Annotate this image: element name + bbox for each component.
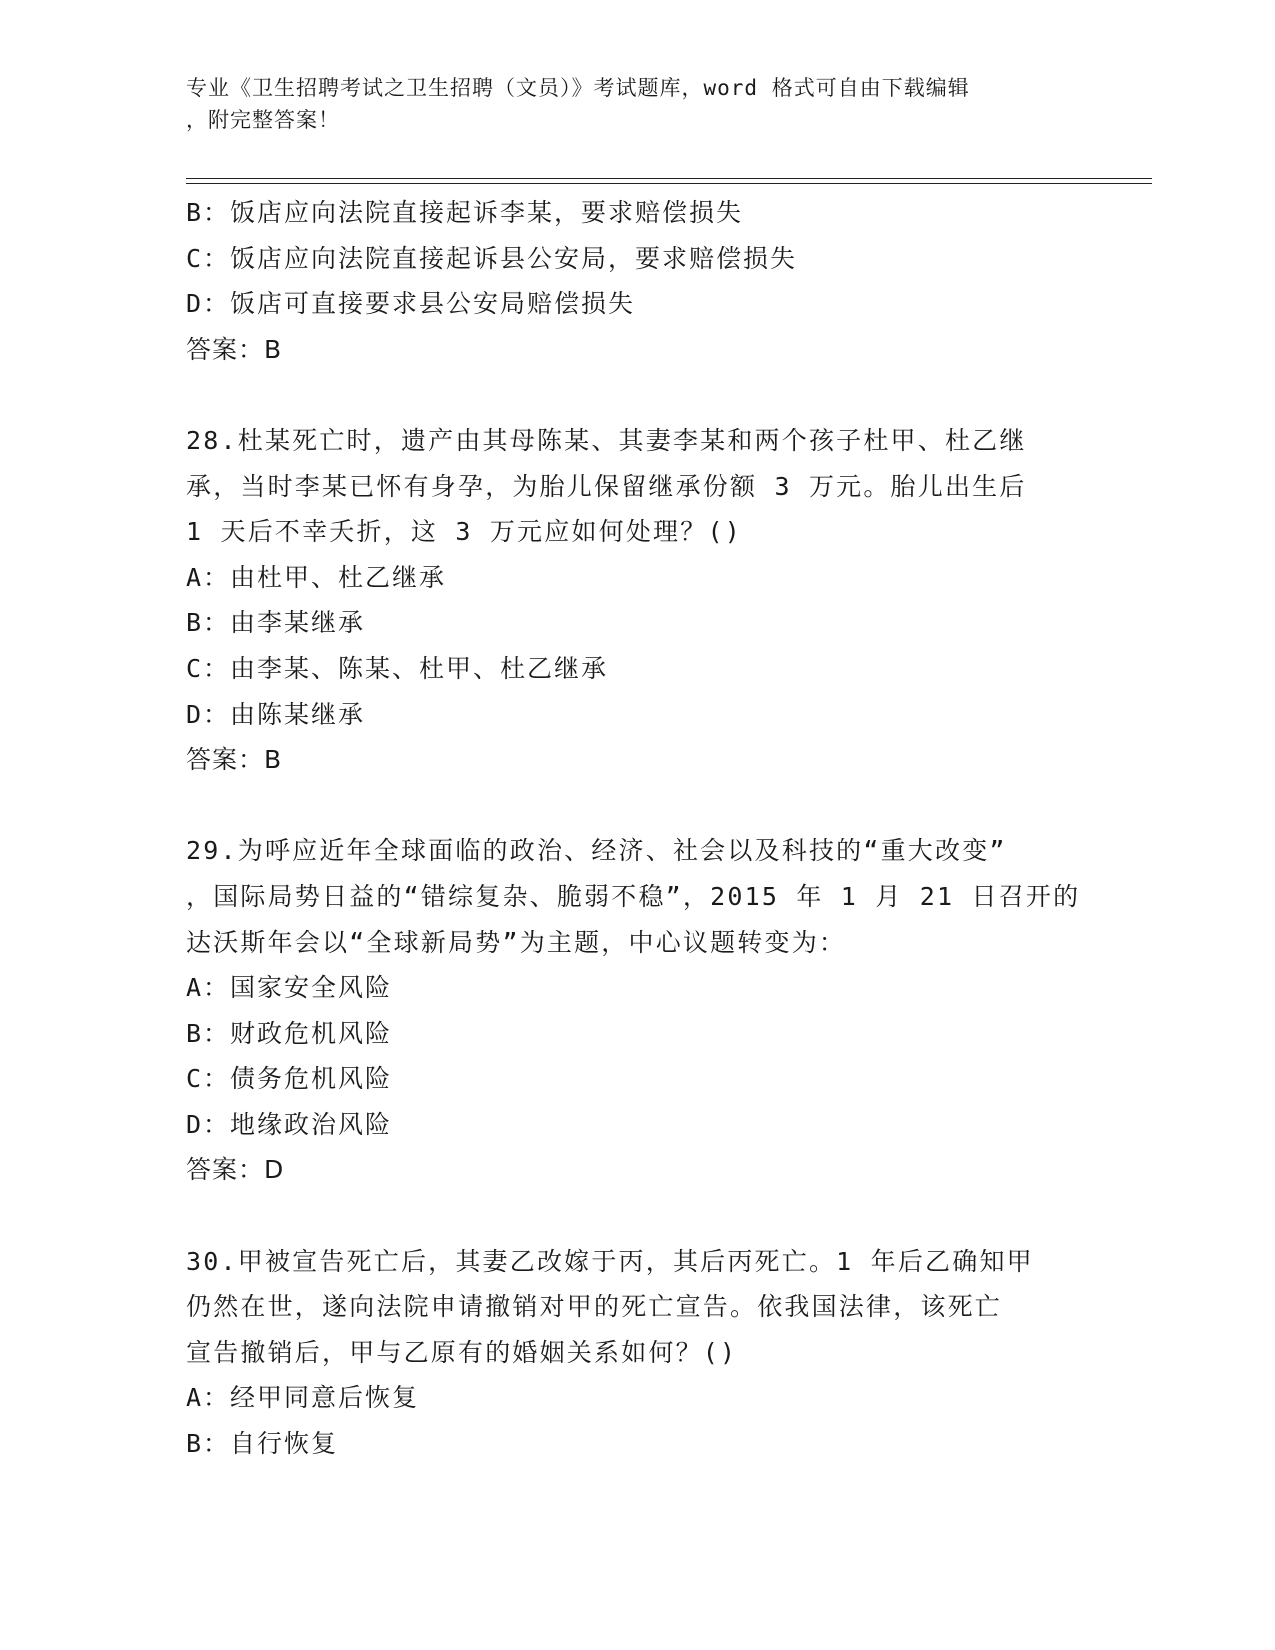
question-text	[186, 418, 1106, 555]
prev-question	[186, 190, 1106, 372]
question-line: 承，当时李某已怀有身孕，为胎儿保留继承份额 3 万元。胎儿出生后	[186, 471, 1027, 501]
answer: 答案：B	[186, 745, 283, 775]
question-list	[186, 190, 1106, 1467]
option-b: B：自行恢复	[186, 1429, 339, 1459]
answer: 答案：D	[186, 1155, 285, 1185]
option-a: A：由杜甲、杜乙继承	[186, 562, 447, 592]
question-line: 28.杜某死亡时，遗产由其母陈某、其妻李某和两个孩子杜甲、杜乙继	[186, 425, 1027, 455]
header-rule-top	[186, 178, 1152, 179]
spacer	[186, 372, 1106, 418]
question-30	[186, 1239, 1106, 1467]
spacer	[186, 783, 1106, 829]
option-b: B：饭店应向法院直接起诉李某，要求赔偿损失	[186, 198, 744, 227]
option-b: B：财政危机风险	[186, 1018, 393, 1048]
spacer	[186, 1193, 1106, 1239]
question-line: ，国际局势日益的“错综复杂、脆弱不稳”，2015 年 1 月 21 日召开的	[186, 881, 1081, 911]
option-d: D：由陈某继承	[186, 699, 366, 729]
answer: 答案：B	[186, 334, 283, 364]
question-line: 30.甲被宣告死亡后，其妻乙改嫁于丙，其后丙死亡。1 年后乙确知甲	[186, 1246, 1034, 1276]
option-c: C：债务危机风险	[186, 1064, 393, 1094]
option-c: C：饭店应向法院直接起诉县公安局，要求赔偿损失	[186, 243, 798, 273]
option-a: A：国家安全风险	[186, 973, 393, 1003]
question-text	[186, 828, 1106, 965]
option-d: D：饭店可直接要求县公安局赔偿损失	[186, 289, 636, 319]
option-a: A：经甲同意后恢复	[186, 1383, 420, 1413]
option-b: B：由李某继承	[186, 608, 366, 638]
page-header	[186, 72, 1066, 136]
question-28	[186, 418, 1106, 783]
question-line: 1 天后不幸夭折，这 3 万元应如何处理？()	[186, 517, 742, 547]
option-d: D：地缘政治风险	[186, 1109, 393, 1139]
question-line: 仍然在世，遂向法院申请撤销对甲的死亡宣告。依我国法律，该死亡	[186, 1292, 1003, 1322]
question-text	[186, 1239, 1106, 1376]
question-line: 29.为呼应近年全球面临的政治、经济、社会以及科技的“重大改变”	[186, 836, 1007, 866]
question-29	[186, 828, 1106, 1193]
question-line: 达沃斯年会以“全球新局势”为主题，中心议题转变为：	[186, 927, 847, 957]
question-line: 宣告撤销后，甲与乙原有的婚姻关系如何？()	[186, 1337, 738, 1367]
header-line-2: ，附完整答案！	[186, 108, 340, 132]
header-line-1: 专业《卫生招聘考试之卫生招聘（文员）》考试题库，word 格式可自由下载编辑	[186, 76, 970, 100]
header-rule-bottom	[186, 183, 1152, 184]
option-c: C：由李某、陈某、杜甲、杜乙继承	[186, 653, 609, 683]
